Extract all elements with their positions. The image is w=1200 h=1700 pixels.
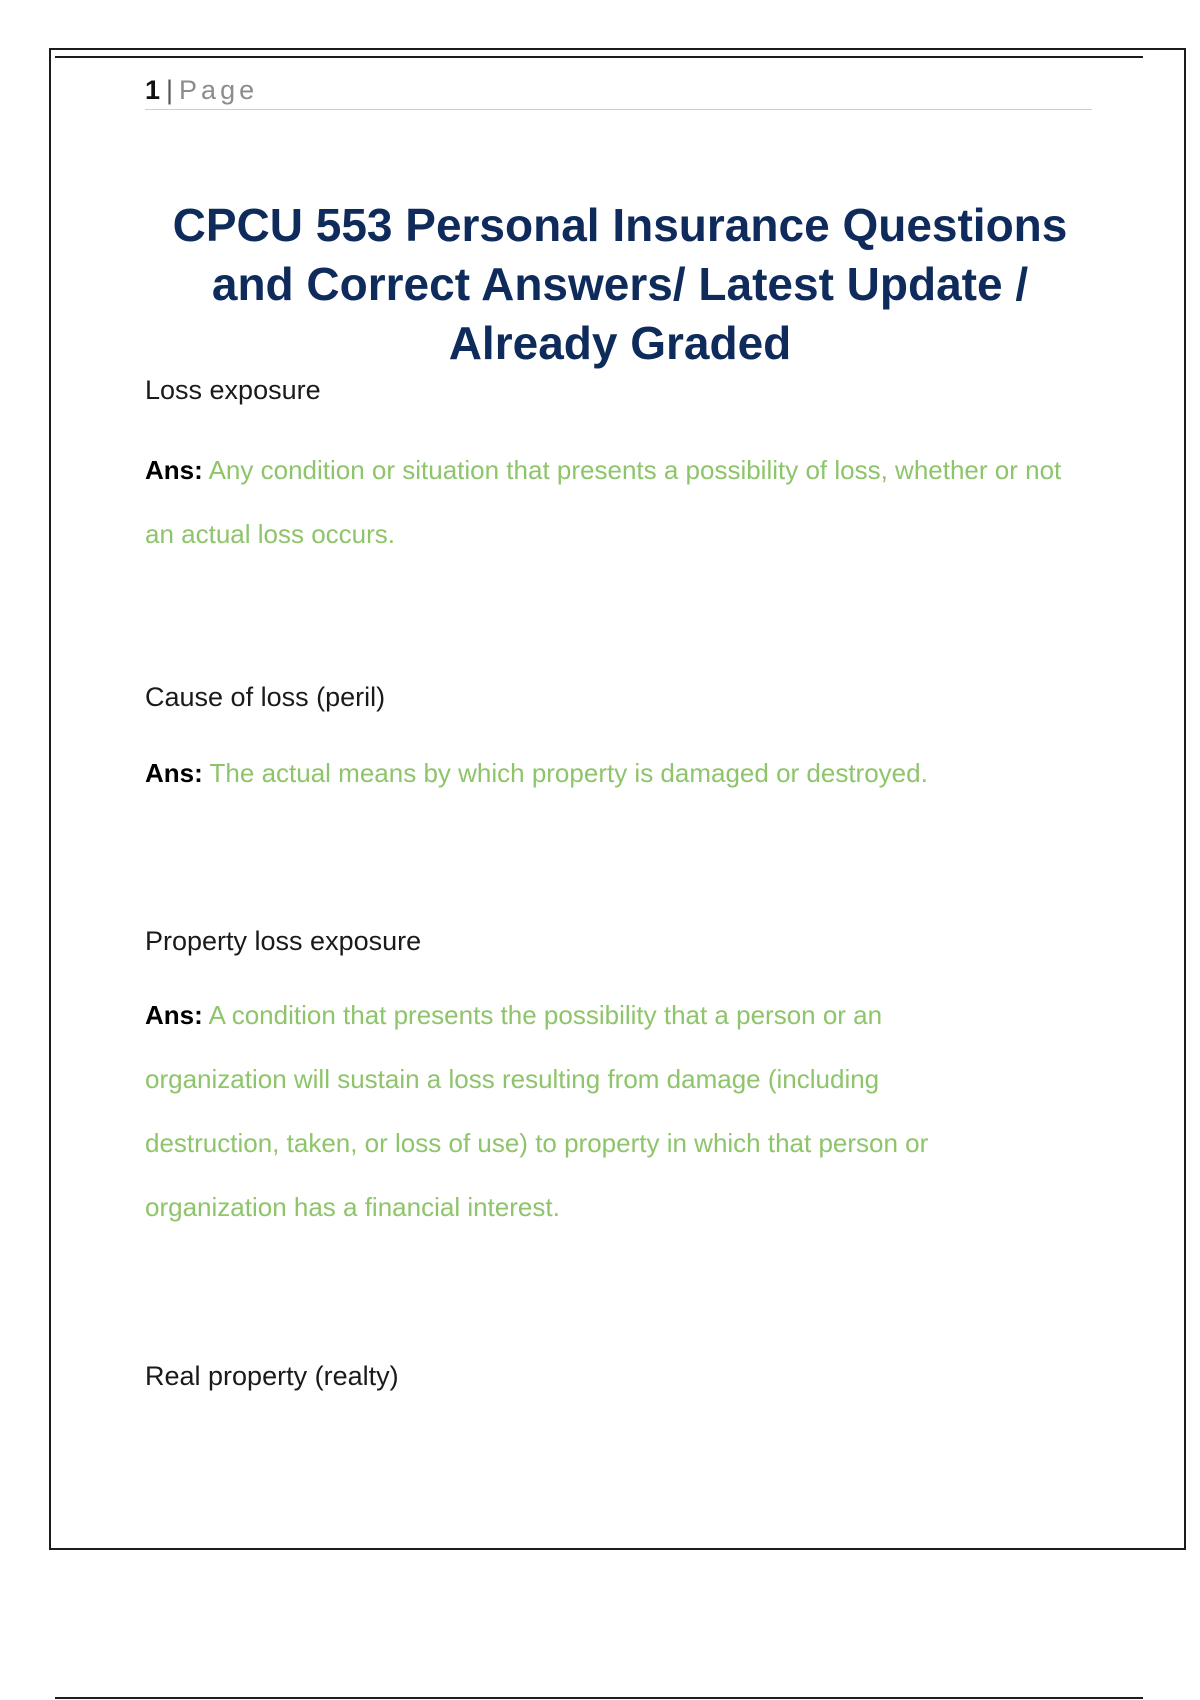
answer-label: Ans: xyxy=(145,1000,203,1030)
answer-block xyxy=(145,438,1090,566)
qa-item-loss-exposure xyxy=(145,372,1095,566)
page-label: Page xyxy=(179,75,259,105)
answer-label: Ans: xyxy=(145,455,203,485)
qa-item-real-property xyxy=(145,1358,1095,1394)
answer-block xyxy=(145,983,985,1239)
page-number: 1 xyxy=(145,75,161,105)
answer-label: Ans: xyxy=(145,758,203,788)
page-header-separator: | xyxy=(166,75,174,105)
page-header xyxy=(145,72,1092,110)
answer-text: Any condition or situation that presents a possibility of loss, whether or not an actual loss occurs. xyxy=(145,455,1062,549)
top-rule xyxy=(55,56,1143,58)
answer-text: The actual means by which property is damaged or destroyed. xyxy=(209,758,928,788)
question-text: Real property (realty) xyxy=(145,1361,399,1391)
answer-text: A condition that presents the possibility that a person or an organization will sustain a loss resulting from damage (including destruction, taken, or loss of use) to property in which that person or organization has a financial interest. xyxy=(145,1000,929,1222)
question-text: Property loss exposure xyxy=(145,926,422,956)
bottom-rule xyxy=(55,1697,1143,1699)
question-text: Loss exposure xyxy=(145,375,321,405)
question-text: Cause of loss (peril) xyxy=(145,682,386,712)
document-title: CPCU 553 Personal Insurance Questions and Correct Answers/ Latest Update / Already Graded xyxy=(172,199,1068,369)
qa-item-property-loss-exposure xyxy=(145,923,1095,1239)
answer-block xyxy=(145,741,1095,805)
qa-item-cause-of-loss xyxy=(145,679,1095,805)
